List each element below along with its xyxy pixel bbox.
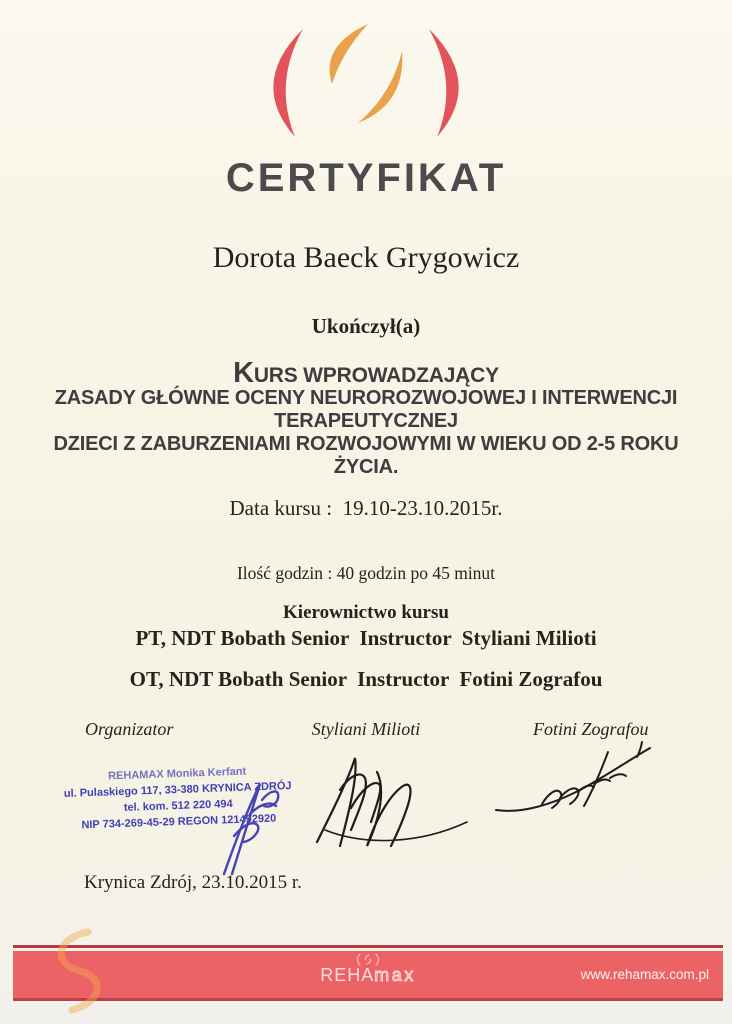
course-line: TERAPEUTYCZNEJ xyxy=(274,410,458,432)
instructor-line: PT, NDT Bobath Senior Instructor Styliani Milioti xyxy=(135,626,597,650)
styliani-signature xyxy=(295,750,480,858)
place-date: Krynica Zdrój, 23.10.2015 r. xyxy=(84,872,302,893)
certificate-title: CERTYFIKAT xyxy=(225,156,507,200)
course-hours: Ilość godzin : 40 godzin po 45 minut xyxy=(236,563,496,583)
footer-watermark-s xyxy=(30,926,108,1014)
course-line: ZASADY GŁÓWNE OCENY NEUROROZWOJOWEJ I INTERWENCJI xyxy=(54,387,678,409)
stamp-line: tel. kom. 512 220 494 xyxy=(123,798,233,814)
rehamax-logo-icon xyxy=(246,24,486,146)
instructor1-signature-label: Styliani Milioti xyxy=(311,719,421,739)
completed-label: Ukończył(a) xyxy=(311,314,421,338)
instructor-line: OT, NDT Bobath Senior Instructor Fotini Zografou xyxy=(129,667,603,691)
organizer-label: Organizator xyxy=(85,719,174,739)
course-date: Data kursu : 19.10-23.10.2015r. xyxy=(229,496,503,520)
logo-s-lower xyxy=(358,51,402,123)
footer-bar xyxy=(13,951,723,1001)
brand-max: max xyxy=(374,965,416,985)
instructor2-signature-label: Fotini Zografou xyxy=(533,719,649,739)
logo-s-upper xyxy=(330,24,368,84)
fotini-signature xyxy=(490,740,660,830)
course-line: DZIECI Z ZABURZENIAMI ROZWOJOWYMI W WIEKU OD 2-5 ROKU xyxy=(53,433,679,455)
stamp-line: REHAMAX Monika Kerfant xyxy=(107,765,247,783)
logo-left-crescent xyxy=(273,29,303,137)
brand-reha: REHA xyxy=(320,965,375,985)
stamp-line: NIP 734-269-45-29 REGON 121492920 xyxy=(81,812,277,832)
course-line: ŻYCIA. xyxy=(333,456,399,478)
management-heading: Kierownictwo kursu xyxy=(283,602,449,623)
footer-website: www.rehamax.com.pl xyxy=(580,967,709,982)
course-title-block xyxy=(0,357,732,479)
footer-accent-line xyxy=(13,945,723,948)
organizer-signature xyxy=(192,778,287,878)
stamp-line: ul. Pulaskiego 117, 33-380 KRYNICA ZDRÓJ xyxy=(63,780,292,800)
logo-right-crescent xyxy=(429,29,459,137)
recipient-name: Dorota Baeck Grygowicz xyxy=(212,241,520,274)
course-line: KURS WPROWADZAJĄCY xyxy=(233,357,499,389)
